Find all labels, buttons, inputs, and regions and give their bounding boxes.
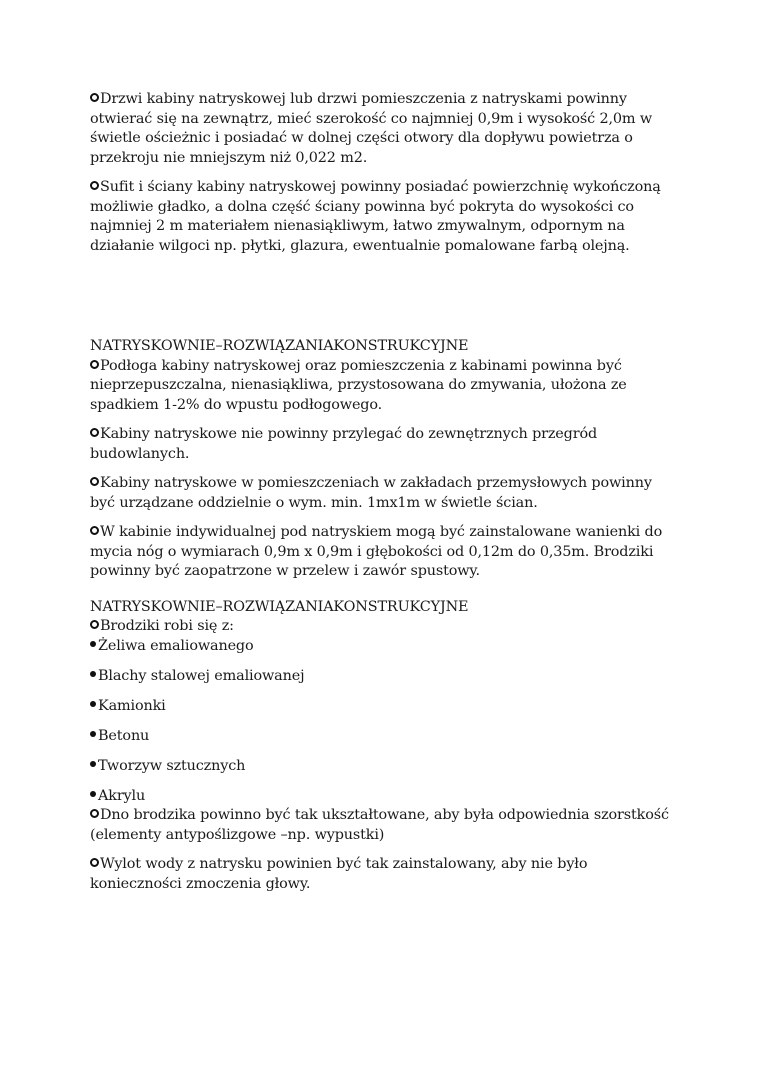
circle-bullet-icon bbox=[90, 858, 99, 867]
circle-bullet-icon bbox=[90, 428, 99, 437]
circle-bullet-icon bbox=[90, 526, 99, 535]
circle-bullet-icon bbox=[90, 93, 99, 102]
list-item: Żeliwa emaliowanego bbox=[90, 637, 680, 657]
list-item: Tworzyw sztucznych bbox=[90, 757, 680, 777]
section-heading: NATRYSKOWNIE–ROZWIĄZANIAKONSTRUKCYJNE bbox=[90, 598, 469, 615]
paragraph-industrial-cabins: Kabiny natryskowe w pomieszczeniach w zakładach przemysłowych powinny być urządzane oddzielnie o wym. min. 1mx1m w świetle ścian. bbox=[90, 475, 652, 511]
paragraph-shower-tray-intro: Brodziki robi się z: bbox=[90, 617, 680, 637]
list-item: Blachy stalowej emaliowanej bbox=[90, 667, 680, 687]
paragraph-ceiling-walls: Sufit i ściany kabiny natryskowej powinny posiadać powierzchnię wykończoną możliwie gładko, a dolna część ściany powinna być pokryta do wysokości co najmniej 2 m materiałem nienasiąkliwym, łatwo zmywalnym, odpornym na działanie wilgoci np. płytki, glazura, ewentualnie pomalowane farbą olejną. bbox=[90, 179, 661, 254]
paragraph-door-requirements: Drzwi kabiny natryskowej lub drzwi pomieszczenia z natryskami powinny otwierać się na zewnątrz, mieć szerokość co najmniej 0,9m i wysokość 2,0m w świetle ościeżnic i posiadać w dolnej części otwory dla dopływu powietrza o przekroju nie mniejszym niż 0,022 m2. bbox=[90, 91, 652, 166]
circle-bullet-icon bbox=[90, 181, 99, 190]
circle-bullet-icon bbox=[90, 809, 99, 818]
circle-bullet-icon bbox=[90, 477, 99, 486]
dot-bullet-icon bbox=[90, 671, 96, 677]
dot-bullet-icon bbox=[90, 761, 96, 767]
dot-bullet-icon bbox=[90, 701, 96, 707]
circle-bullet-icon bbox=[90, 620, 99, 629]
document-page bbox=[90, 90, 680, 904]
paragraph-external-walls: Kabiny natryskowe nie powinny przylegać do zewnętrznych przegród budowlanych. bbox=[90, 426, 598, 462]
section-heading: NATRYSKOWNIE–ROZWIĄZANIAKONSTRUKCYJNE bbox=[90, 338, 469, 354]
circle-bullet-icon bbox=[90, 360, 99, 369]
dot-bullet-icon bbox=[90, 641, 96, 647]
list-item: Kamionki bbox=[90, 697, 680, 717]
dot-bullet-icon bbox=[90, 731, 96, 737]
paragraph-foot-basins: W kabinie indywidualnej pod natryskiem mogą być zainstalowane wanienki do mycia nóg o wymiarach 0,9m x 0,9m i głębokości od 0,12m do 0,35m. Brodziki powinny być zaopatrzone w przelew i zawór spustowy. bbox=[90, 524, 663, 579]
dot-bullet-icon bbox=[90, 791, 96, 797]
list-item: Betonu bbox=[90, 727, 680, 747]
paragraph-tray-bottom: Dno brodzika powinno być tak ukształtowane, aby była odpowiednia szorstkość (elementy antypoślizgowe –np. wypustki) bbox=[90, 807, 669, 843]
paragraph-floor: Podłoga kabiny natryskowej oraz pomieszczenia z kabinami powinna być nieprzepuszczalna, nienasiąkliwa, przystosowana do zmywania, ułożona ze spadkiem 1-2% do wpustu podłogowego. bbox=[90, 357, 627, 413]
list-item: Akrylu bbox=[90, 787, 680, 807]
paragraph-shower-outlet: Wylot wody z natrysku powinien być tak zainstalowany, aby nie było konieczności zmoczenia głowy. bbox=[90, 856, 588, 892]
